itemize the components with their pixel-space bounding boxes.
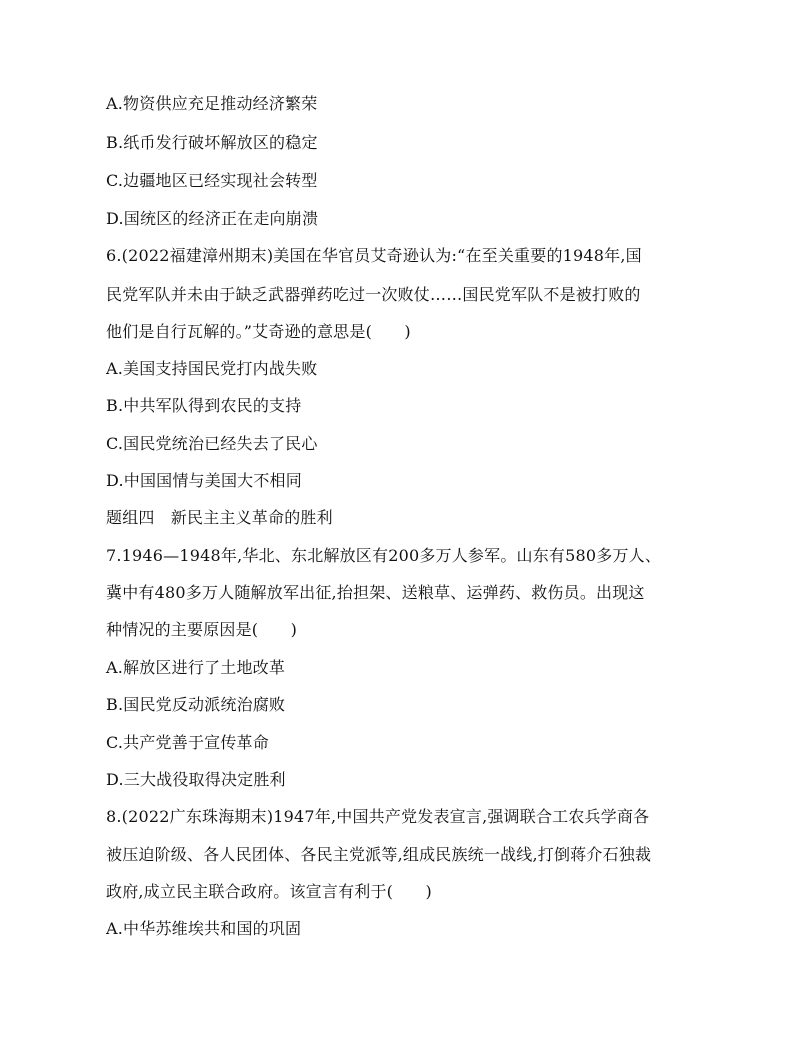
q7-stem-line-3: 种情况的主要原因是( )	[106, 620, 298, 639]
q6-stem-line-2: 民党军队并未由于缺乏武器弹药吃过一次败仗……国民党军队不是被打败的	[106, 285, 641, 304]
q8-option-a: A.中华苏维埃共和国的巩固	[106, 919, 302, 938]
q7-option-c: C.共产党善于宣传革命	[106, 733, 269, 752]
q8-stem-line-2: 被压迫阶级、各人民团体、各民主党派等,组成民族统一战线,打倒蒋介石独裁	[106, 845, 652, 864]
q6-option-c: C.国民党统治已经失去了民心	[106, 434, 318, 453]
q5-option-a: A.物资供应充足推动经济繁荣	[106, 94, 318, 113]
q6-stem-line-1: 6.(2022福建漳州期末)美国在华官员艾奇逊认为:“在至关重要的1948年,国	[106, 246, 642, 265]
q5-option-b: B.纸币发行破坏解放区的稳定	[106, 133, 318, 152]
q5-option-c: C.边疆地区已经实现社会转型	[106, 171, 318, 190]
q7-stem-line-2: 冀中有480多万人随解放军出征,抬担架、送粮草、运弹药、救伤员。出现这	[106, 583, 645, 602]
q6-option-b: B.中共军队得到农民的支持	[106, 396, 302, 415]
q6-option-d: D.中国国情与美国大不相同	[106, 471, 302, 490]
q6-stem-line-3: 他们是自行瓦解的。”艾奇逊的意思是( )	[106, 322, 411, 341]
q8-stem-line-1: 8.(2022广东珠海期末)1947年,中国共产党发表宣言,强调联合工农兵学商各	[106, 807, 650, 826]
section-heading: 题组四 新民主主义革命的胜利	[106, 508, 333, 527]
q5-option-d: D.国统区的经济正在走向崩溃	[106, 209, 319, 228]
q7-option-a: A.解放区进行了土地改革	[106, 658, 286, 677]
q7-option-d: D.三大战役取得决定胜利	[106, 770, 286, 789]
q6-option-a: A.美国支持国民党打内战失败	[106, 359, 318, 378]
q8-stem-line-3: 政府,成立民主联合政府。该宣言有利于( )	[106, 882, 432, 901]
q7-option-b: B.国民党反动派统治腐败	[106, 695, 286, 714]
q7-stem-line-1: 7.1946—1948年,华北、东北解放区有200多万人参军。山东有580多万人、	[106, 546, 662, 565]
